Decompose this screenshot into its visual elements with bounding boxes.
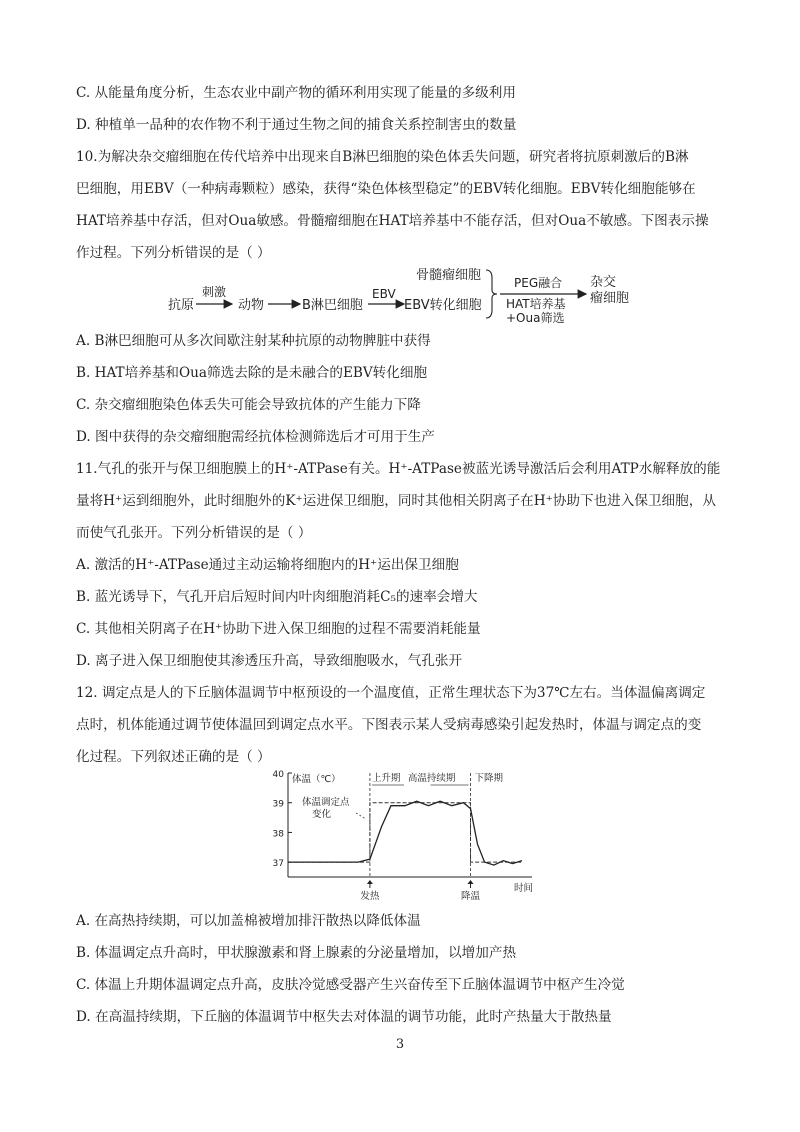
y-tick-label: 39 [272, 799, 284, 810]
question-10-stem: 10.为解决杂交瘤细胞在传代培养中出现来自B淋巴细胞的染色体丢失问题，研究者将抗原刺激后的B淋 [76, 149, 689, 165]
event-arrowhead [367, 880, 373, 884]
question-10-stem-4: 作过程。下列分析错误的是（ ） [76, 245, 271, 261]
y-tick-label: 38 [272, 829, 284, 840]
temperature-chart [250, 765, 550, 902]
question-11-stem-2: 量将H⁺运到细胞外，此时细胞外的K⁺运进保卫细胞，同时其他相关阴离子在H⁺协助下也进入保卫细胞，从 [76, 493, 716, 509]
option-12b: B. 体温调定点升高时，甲状腺激素和肾上腺素的分泌量增加，以增加产热 [76, 945, 517, 961]
option-10d: D. 图中获得的杂交瘤细胞需经抗体检测筛选后才可用于生产 [76, 429, 435, 445]
option-11b: B. 蓝光诱导下，气孔开启后短时间内叶肉细胞消耗C₅的速率会增大 [76, 589, 478, 605]
option-12d: D. 在高温持续期，下丘脑的体温调节中枢失去对体温的调节功能，此时产热量大于散热量 [76, 1009, 612, 1025]
flow-myeloma: 骨髓瘤细胞 [416, 268, 482, 283]
phase-label-rise: 上升期 [371, 773, 401, 784]
flow-ebv: EBV [372, 287, 396, 301]
flow-animal: 动物 [238, 298, 265, 313]
question-12-stem-3: 化过程。下列叙述正确的是（ ） [76, 749, 271, 765]
flow-antigen: 抗原 [168, 298, 195, 313]
option-12a: A. 在高热持续期，可以加盖棉被增加排汗散热以降低体温 [76, 913, 421, 929]
flow-brace [486, 270, 497, 318]
flow-stimulate: 刺激 [202, 285, 227, 299]
phase-label-plateau: 高温持续期 [407, 773, 456, 784]
option-9d: D. 种植单一品种的农作物不利于通过生物之间的捕食关系控制害虫的数量 [76, 117, 517, 133]
page-number: 3 [395, 1037, 405, 1052]
setpoint-pointer [356, 813, 366, 819]
option-11d: D. 离子进入保卫细胞使其渗透压升高，导致细胞吸水，气孔张开 [76, 653, 463, 669]
flow-oua: +Oua筛选 [506, 311, 565, 325]
option-10c: C. 杂交瘤细胞染色体丢失可能会导致抗体的产生能力下降 [76, 397, 421, 413]
y-tick-label: 40 [272, 770, 284, 780]
option-11c: C. 其他相关阴离子在H⁺协助下进入保卫细胞的过程不需要消耗能量 [76, 621, 481, 637]
option-12c: C. 体温上升期体温调定点升高，皮肤冷觉感受器产生兴奋传至下丘脑体温调节中枢产生冷觉 [76, 977, 625, 993]
option-11a: A. 激活的H⁺-ATPase通过主动运输将细胞内的H⁺运出保卫细胞 [76, 557, 459, 573]
flow-ebvcell: EBV转化细胞 [404, 298, 482, 313]
y-tick-label: 37 [272, 859, 284, 870]
option-10b: B. HAT培养基和Oua筛选去除的是未融合的EBV转化细胞 [76, 365, 428, 381]
question-10-stem-3: HAT培养基中存活，但对Oua敏感。骨髓瘤细胞在HAT培养基中不能存活，但对Oua不敏感。下图表示操 [76, 213, 709, 229]
question-12-stem-2: 点时，机体能通过调节使体温回到调定点水平。下图表示某人受病毒感染引起发热时，体温与调定点的变 [76, 717, 702, 733]
event-label: 发热 [360, 891, 380, 902]
x-axis-label: 时间 [514, 883, 534, 894]
event-arrowhead [468, 880, 474, 884]
question-12-stem: 12. 调定点是人的下丘脑体温调节中枢预设的一个温度值，正常生理状态下为37℃左右。当体温偏离调定 [76, 685, 706, 701]
flow-peg: PEG融合 [514, 276, 563, 290]
phase-label-fall: 下降期 [474, 773, 504, 784]
y-axis-label: 体温（℃） [292, 774, 341, 785]
option-9c: C. 从能量角度分析，生态农业中副产物的循环利用实现了能量的多级利用 [76, 85, 516, 101]
flow-bcell: B淋巴细胞 [302, 298, 363, 313]
setpoint-annotation: 变化 [312, 809, 332, 820]
flow-hat: HAT培养基 [506, 297, 566, 311]
setpoint-annotation: 体温调定点 [302, 797, 350, 808]
question-10-stem-2: 巴细胞，用EBV（一种病毒颗粒）感染，获得“染色体核型稳定”的EBV转化细胞。EBV转化细胞能够在 [76, 181, 696, 197]
option-10a: A. B淋巴细胞可从多次间歇注射某种抗原的动物脾脏中获得 [76, 333, 431, 349]
question-11-stem-3: 而使气孔张开。下列分析错误的是（ ） [76, 525, 312, 541]
event-label: 降温 [461, 891, 481, 902]
flow-hybrid-1: 杂交 [590, 275, 617, 290]
flow-hybrid-2: 瘤细胞 [590, 291, 630, 306]
question-11-stem: 11.气孔的张开与保卫细胞膜上的H⁺-ATPase有关。H⁺-ATPase被蓝光诱导激活后会利用ATP水解释放的能 [76, 461, 721, 477]
